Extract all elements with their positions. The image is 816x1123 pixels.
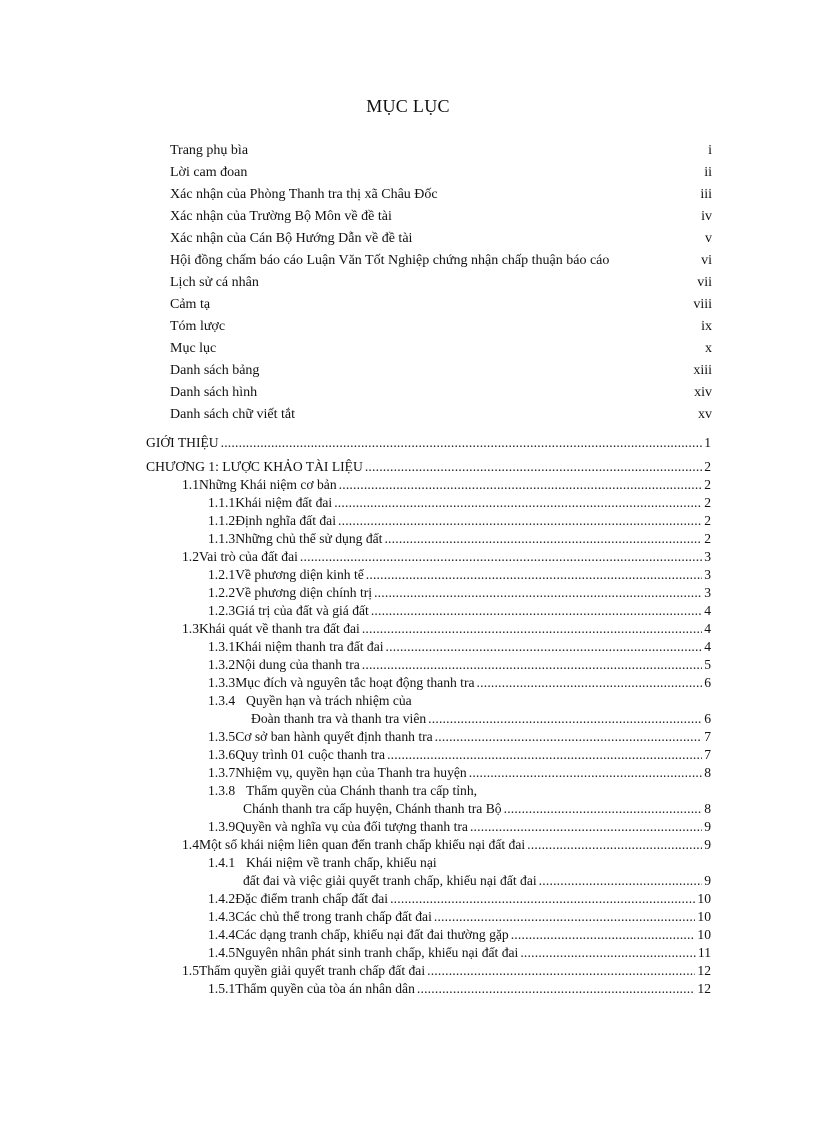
toc-entry-page: 4 [704,603,711,618]
front-matter-item [170,294,712,316]
front-matter-item [170,360,712,382]
front-matter-page: xv [698,407,712,422]
toc-entry-page: 3 [704,567,711,582]
front-matter-text: Mục lục [170,341,217,356]
toc-entry-page: 6 [704,711,711,726]
dot-leader [386,638,703,656]
toc-entry-number: 1.3.1 [208,639,236,654]
toc-entry-page: 12 [697,981,711,996]
toc-entry-section[interactable] [146,548,711,566]
toc-entry-subsection[interactable] [146,656,711,674]
toc-entry-subsection[interactable] [146,566,711,584]
toc-entry-number: 1.5 [182,963,199,978]
toc-entry-number: 1.3.4 [208,693,236,708]
front-matter-text: Danh sách hình [170,385,258,400]
dot-leader [417,980,696,998]
toc-entry-text: Quyền và nghĩa vụ của đối tượng thanh tra [235,819,468,834]
toc-entry-text: Những Khái niệm cơ bản [199,477,337,492]
toc-entry-number: 1.1.1 [208,495,236,510]
front-matter-page: xiii [693,363,712,378]
page-title: MỤC LỤC [366,96,450,116]
front-matter-text: Danh sách chữ viết tắt [170,407,295,422]
front-matter-page: iv [701,209,712,224]
toc-entry-text: Thẩm quyền của Chánh thanh tra cấp tỉnh, [246,783,478,798]
front-matter-text: Danh sách bảng [170,363,260,378]
dot-leader [300,548,702,566]
dot-leader [387,746,702,764]
toc-entry-text: Nội dung của thanh tra [235,657,360,672]
front-matter-page: iii [700,187,712,202]
toc-entry-text: Định nghĩa đất đai [235,513,336,528]
toc-entry-number: 1.1.2 [208,513,236,528]
toc-entry-subsection[interactable] [146,908,711,926]
toc-entry-page: 7 [704,747,711,762]
toc-entry-page: 10 [697,927,711,942]
toc-entry-text: GIỚI THIỆU [146,435,219,450]
toc-entry-number: 1.3.8 [208,783,236,798]
toc-entry-number: 1.2.3 [208,603,236,618]
toc-entry-text: đất đai và việc giải quyết tranh chấp, khiếu nại đất đai [243,873,537,888]
toc-entry-number: 1.1.3 [208,531,236,546]
toc-entry-text: CHƯƠNG 1: LƯỢC KHẢO TÀI LIỆU [146,459,363,474]
toc-entry-text: Nguyên nhân phát sinh tranh chấp, khiếu nại đất đai [235,945,519,960]
dot-leader [511,926,696,944]
front-matter-text: Xác nhận của Cán Bộ Hướng Dẫn về đề tài [170,231,413,246]
toc-entry-subsection[interactable] [146,980,711,998]
toc-entry-section[interactable] [146,962,711,980]
toc-entry-page: 5 [704,657,711,672]
toc-entry-text: Một số khái niệm liên quan đến tranh chấp khiếu nại đất đai [199,837,526,852]
front-matter-page: vi [701,253,712,268]
toc-entry-subsection[interactable] [146,926,711,944]
front-matter-page: v [705,231,712,246]
toc-entry-page: 9 [704,837,711,852]
toc-entry-page: 8 [704,765,711,780]
toc-entry-subsection[interactable] [146,854,711,872]
dot-leader [435,728,703,746]
dot-leader [374,584,702,602]
toc-entry-subsection[interactable] [146,512,711,530]
toc-entry-text: Quy trình 01 cuộc thanh tra [235,747,386,762]
front-matter-item [170,228,712,250]
toc-entry-number: 1.4.2 [208,891,236,906]
front-matter-text: Cảm tạ [170,297,211,312]
dot-leader [390,890,695,908]
table-of-contents [146,434,711,998]
toc-entry-text: Đặc điểm tranh chấp đất đai [235,891,389,906]
front-matter-text: Lịch sử cá nhân [170,275,259,290]
toc-entry-page: 2 [704,513,711,528]
front-matter-item [170,382,712,404]
toc-entry-page: 4 [704,639,711,654]
front-matter-text: Xác nhận của Phòng Thanh tra thị xã Châu Đốc [170,187,438,202]
front-matter-item [170,404,712,426]
toc-entry-page: 10 [697,891,711,906]
toc-entry-subsection[interactable] [146,674,711,692]
front-matter-item [170,206,712,228]
dot-leader [221,434,703,452]
dot-leader [477,674,703,692]
toc-entry-page: 9 [704,873,711,888]
front-matter-item [170,250,712,272]
toc-entry-subsection[interactable] [146,944,711,962]
toc-entry-text: Thẩm quyền giải quyết tranh chấp đất đai [199,963,426,978]
toc-entry-number: 1.4.1 [208,855,236,870]
toc-entry-number: 1.4.3 [208,909,236,924]
front-matter-text: Trang phụ bìa [170,143,249,158]
toc-entry-text: Khái niệm đất đai [235,495,333,510]
toc-entry-number: 1.3.7 [208,765,236,780]
toc-entry-page: 3 [704,549,711,564]
front-matter-text: Lời cam đoan [170,165,248,180]
front-matter-page: vii [697,275,712,290]
toc-entry-section[interactable] [146,836,711,854]
dot-leader [504,800,703,818]
toc-entry-subsection[interactable] [146,530,711,548]
toc-entry-page: 7 [704,729,711,744]
toc-entry-section[interactable] [146,620,711,638]
toc-entry-subsection[interactable] [146,890,711,908]
toc-entry-number: 1.3.2 [208,657,236,672]
toc-entry-number: 1.3.6 [208,747,236,762]
toc-entry-text: Nhiệm vụ, quyền hạn của Thanh tra huyện [235,765,467,780]
toc-entry-page: 2 [704,531,711,546]
toc-entry-text: Cơ sở ban hành quyết định thanh tra [235,729,433,744]
toc-entry-number: 1.5.1 [208,981,236,996]
dot-leader [470,818,702,836]
toc-entry-subsection[interactable] [146,728,711,746]
toc-entry-page: 10 [697,909,711,924]
toc-entry-subsection[interactable] [146,602,711,620]
toc-entry-number: 1.1 [182,477,199,492]
toc-entry-section[interactable] [146,476,711,494]
front-matter-item [170,272,712,294]
front-matter-page: i [708,143,712,158]
toc-entry-text: Chánh thanh tra cấp huyện, Chánh thanh tra Bộ [243,801,502,816]
toc-entry-number: 1.3.3 [208,675,236,690]
toc-entry-subsection[interactable] [146,638,711,656]
toc-entry-text: Khái niệm về tranh chấp, khiếu nại [246,855,437,870]
toc-entry-text: Những chủ thể sử dụng đất [235,531,383,546]
toc-entry-intro[interactable] [146,434,711,452]
toc-entry-text: Giá trị của đất và giá đất [235,603,369,618]
dot-leader [339,476,703,494]
toc-entry-continuation[interactable] [146,710,711,728]
toc-entry-number: 1.4.4 [208,927,236,942]
toc-entry-subsection[interactable] [146,746,711,764]
toc-entry-page: 8 [704,801,711,816]
toc-entry-continuation[interactable] [146,872,711,890]
dot-leader [362,620,702,638]
toc-entry-chapter[interactable] [146,458,711,476]
toc-entry-subsection[interactable] [146,818,711,836]
dot-leader [384,530,702,548]
dot-leader [434,908,696,926]
toc-entry-number: 1.4 [182,837,199,852]
toc-entry-subsection[interactable] [146,782,711,800]
dot-leader [338,512,702,530]
toc-entry-subsection[interactable] [146,584,711,602]
toc-entry-text: Quyền hạn và trách nhiệm của [246,693,412,708]
toc-entry-text: Về phương diện kinh tế [235,567,364,582]
front-matter-item [170,184,712,206]
dot-leader [366,566,702,584]
front-matter-list [170,140,712,426]
toc-entry-subsection[interactable] [146,692,711,710]
toc-entry-number: 1.3.9 [208,819,236,834]
toc-entry-number: 1.3.5 [208,729,236,744]
toc-entry-page: 11 [697,945,711,960]
dot-leader [362,656,702,674]
front-matter-page: ix [701,319,712,334]
toc-entry-subsection[interactable] [146,764,711,782]
dot-leader [428,710,702,728]
toc-entry-page: 2 [704,459,711,474]
front-matter-page: x [705,341,712,356]
front-matter-item [170,338,712,360]
toc-entry-page: 4 [704,621,711,636]
toc-entry-text: Về phương diện chính trị [235,585,373,600]
toc-entry-subsection[interactable] [146,494,711,512]
dot-leader [427,962,695,980]
toc-entry-text: Khái quát về thanh tra đất đai [199,621,360,636]
toc-entry-number: 1.2 [182,549,199,564]
front-matter-item [170,162,712,184]
toc-entry-number: 1.2.2 [208,585,236,600]
toc-entry-text: Vai trò của đất đai [199,549,298,564]
toc-entry-text: Mục đích và nguyên tắc hoạt động thanh tra [235,675,475,690]
toc-entry-page: 2 [704,477,711,492]
front-matter-page: ii [704,165,712,180]
front-matter-item [170,316,712,338]
dot-leader [520,944,696,962]
toc-entry-text: Đoàn thanh tra và thanh tra viên [251,711,427,726]
dot-leader [371,602,702,620]
dot-leader [539,872,703,890]
toc-entry-page: 12 [697,963,711,978]
dot-leader [527,836,702,854]
toc-entry-text: Thẩm quyền của tòa án nhân dân [235,981,415,996]
front-matter-item [170,140,712,162]
toc-entry-page: 6 [704,675,711,690]
toc-entry-page: 1 [704,435,711,450]
toc-entry-number: 1.2.1 [208,567,236,582]
toc-entry-continuation[interactable] [146,800,711,818]
toc-entry-text: Các chủ thể trong tranh chấp đất đai [235,909,432,924]
front-matter-page: xiv [694,385,712,400]
toc-entry-page: 3 [704,585,711,600]
dot-leader [469,764,702,782]
toc-entry-page: 9 [704,819,711,834]
toc-entry-number: 1.3 [182,621,199,636]
front-matter-page: viii [693,297,712,312]
toc-entry-text: Các dạng tranh chấp, khiếu nại đất đai thường gặp [235,927,509,942]
front-matter-text: Hội đồng chấm báo cáo Luận Văn Tốt Nghiệp chứng nhận chấp thuận báo cáo [170,253,610,268]
front-matter-text: Xác nhận của Trường Bộ Môn về đề tài [170,209,392,224]
dot-leader [334,494,702,512]
dot-leader [365,458,702,476]
toc-entry-page: 2 [704,495,711,510]
toc-entry-text: Khái niệm thanh tra đất đai [235,639,384,654]
toc-entry-number: 1.4.5 [208,945,236,960]
front-matter-text: Tóm lược [170,319,226,334]
